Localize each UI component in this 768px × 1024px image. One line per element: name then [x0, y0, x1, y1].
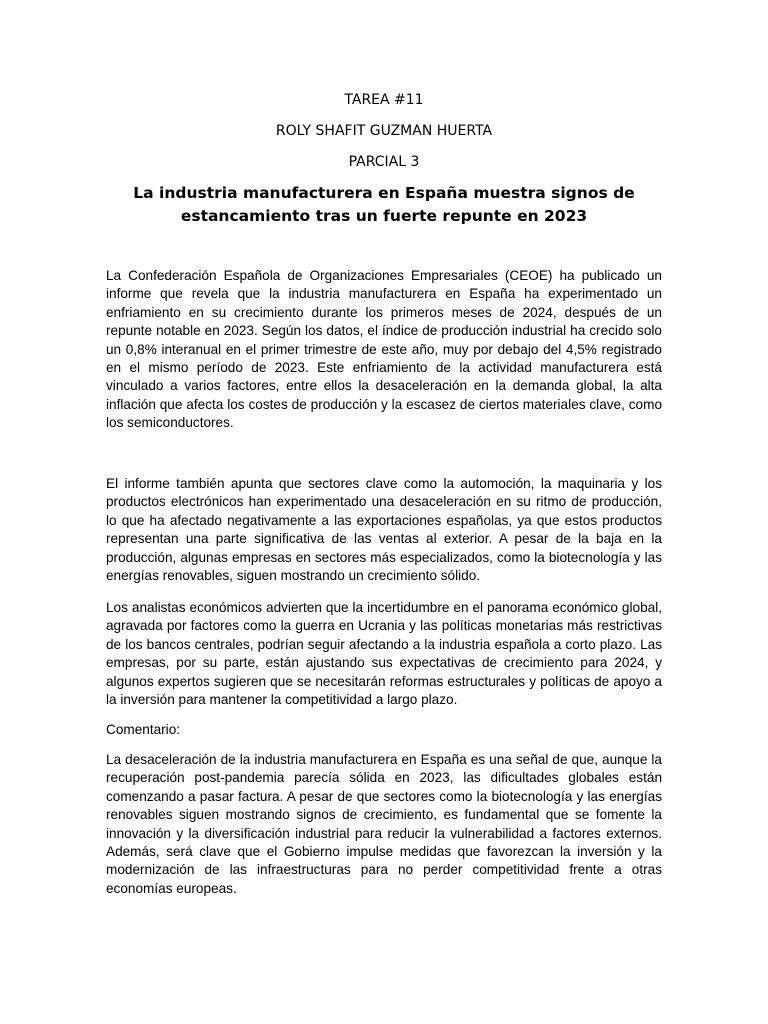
comment-paragraph: La desaceleración de la industria manufacturera en España es una señal de que, aunque la recuperación post-pandemia parecía sólida en 2023, las dificultades globales están comenzando a pasar factura. A pesar de que sectores como la biotecnología y las energías renovables siguen mostrando signos de crecimiento, es fundamental que se fomente la innovación y la diversificación industrial para reducir la vulnerabilidad a factores externos. Además, será clave que el Gobierno impulse medidas que favorezcan la inversión y la modernización de las infraestructuras para no perder competitividad frente a otras economías europeas. — [106, 752, 662, 896]
paragraph-2: El informe también apunta que sectores clave como la automoción, la maquinaria y los productos electrónicos han experimentado una desaceleración en su ritmo de producción, lo que ha afectado negativamente a las exportaciones españolas, ya que estos productos representan una parte significativa de las ventas al exterior. A pesar de la baja en la producción, algunas empresas en sectores más especializados, como la biotecnología y las energías renovables, siguen mostrando un crecimiento sólido. — [106, 476, 662, 584]
article-title: La industria manufacturera en España muestra signos de estancamiento tras un fuerte repunte en 2023 — [133, 184, 635, 225]
task-number: TAREA #11 — [344, 92, 424, 108]
paragraph-3: Los analistas económicos advierten que la incertidumbre en el panorama económico global, agravada por factores como la guerra en Ucrania y las políticas monetarias más restrictivas de los bancos centrales, podrían seguir afectando a la industria española a corto plazo. Las empresas, por su parte, están ajustando sus expectativas de crecimiento para 2024, y algunos expertos sugieren que se necesitarán reformas estructurales y políticas de apoyo a la inversión para mantener la competitividad a largo plazo. — [106, 600, 662, 708]
partial-label: PARCIAL 3 — [348, 154, 420, 170]
comment-label: Comentario: — [106, 722, 181, 737]
paragraph-1: La Confederación Española de Organizaciones Empresariales (CEOE) ha publicado un informe que revela que la industria manufacturera en España ha experimentado un enfriamiento en su crecimiento durante los primeros meses de 2024, después de un repunte notable en 2023. Según los datos, el índice de producción industrial ha crecido solo un 0,8% interanual en el primer trimestre de este año, muy por debajo del 4,5% registrado en el mismo período de 2023. Este enfriamiento de la actividad manufacturera está vinculado a varios factores, entre ellos la desaceleración en la demanda global, la alta inflación que afecta los costes de producción y la escasez de ciertos materiales clave, como los semiconductores. — [106, 268, 662, 431]
author-name: ROLY SHAFIT GUZMAN HUERTA — [275, 123, 493, 139]
